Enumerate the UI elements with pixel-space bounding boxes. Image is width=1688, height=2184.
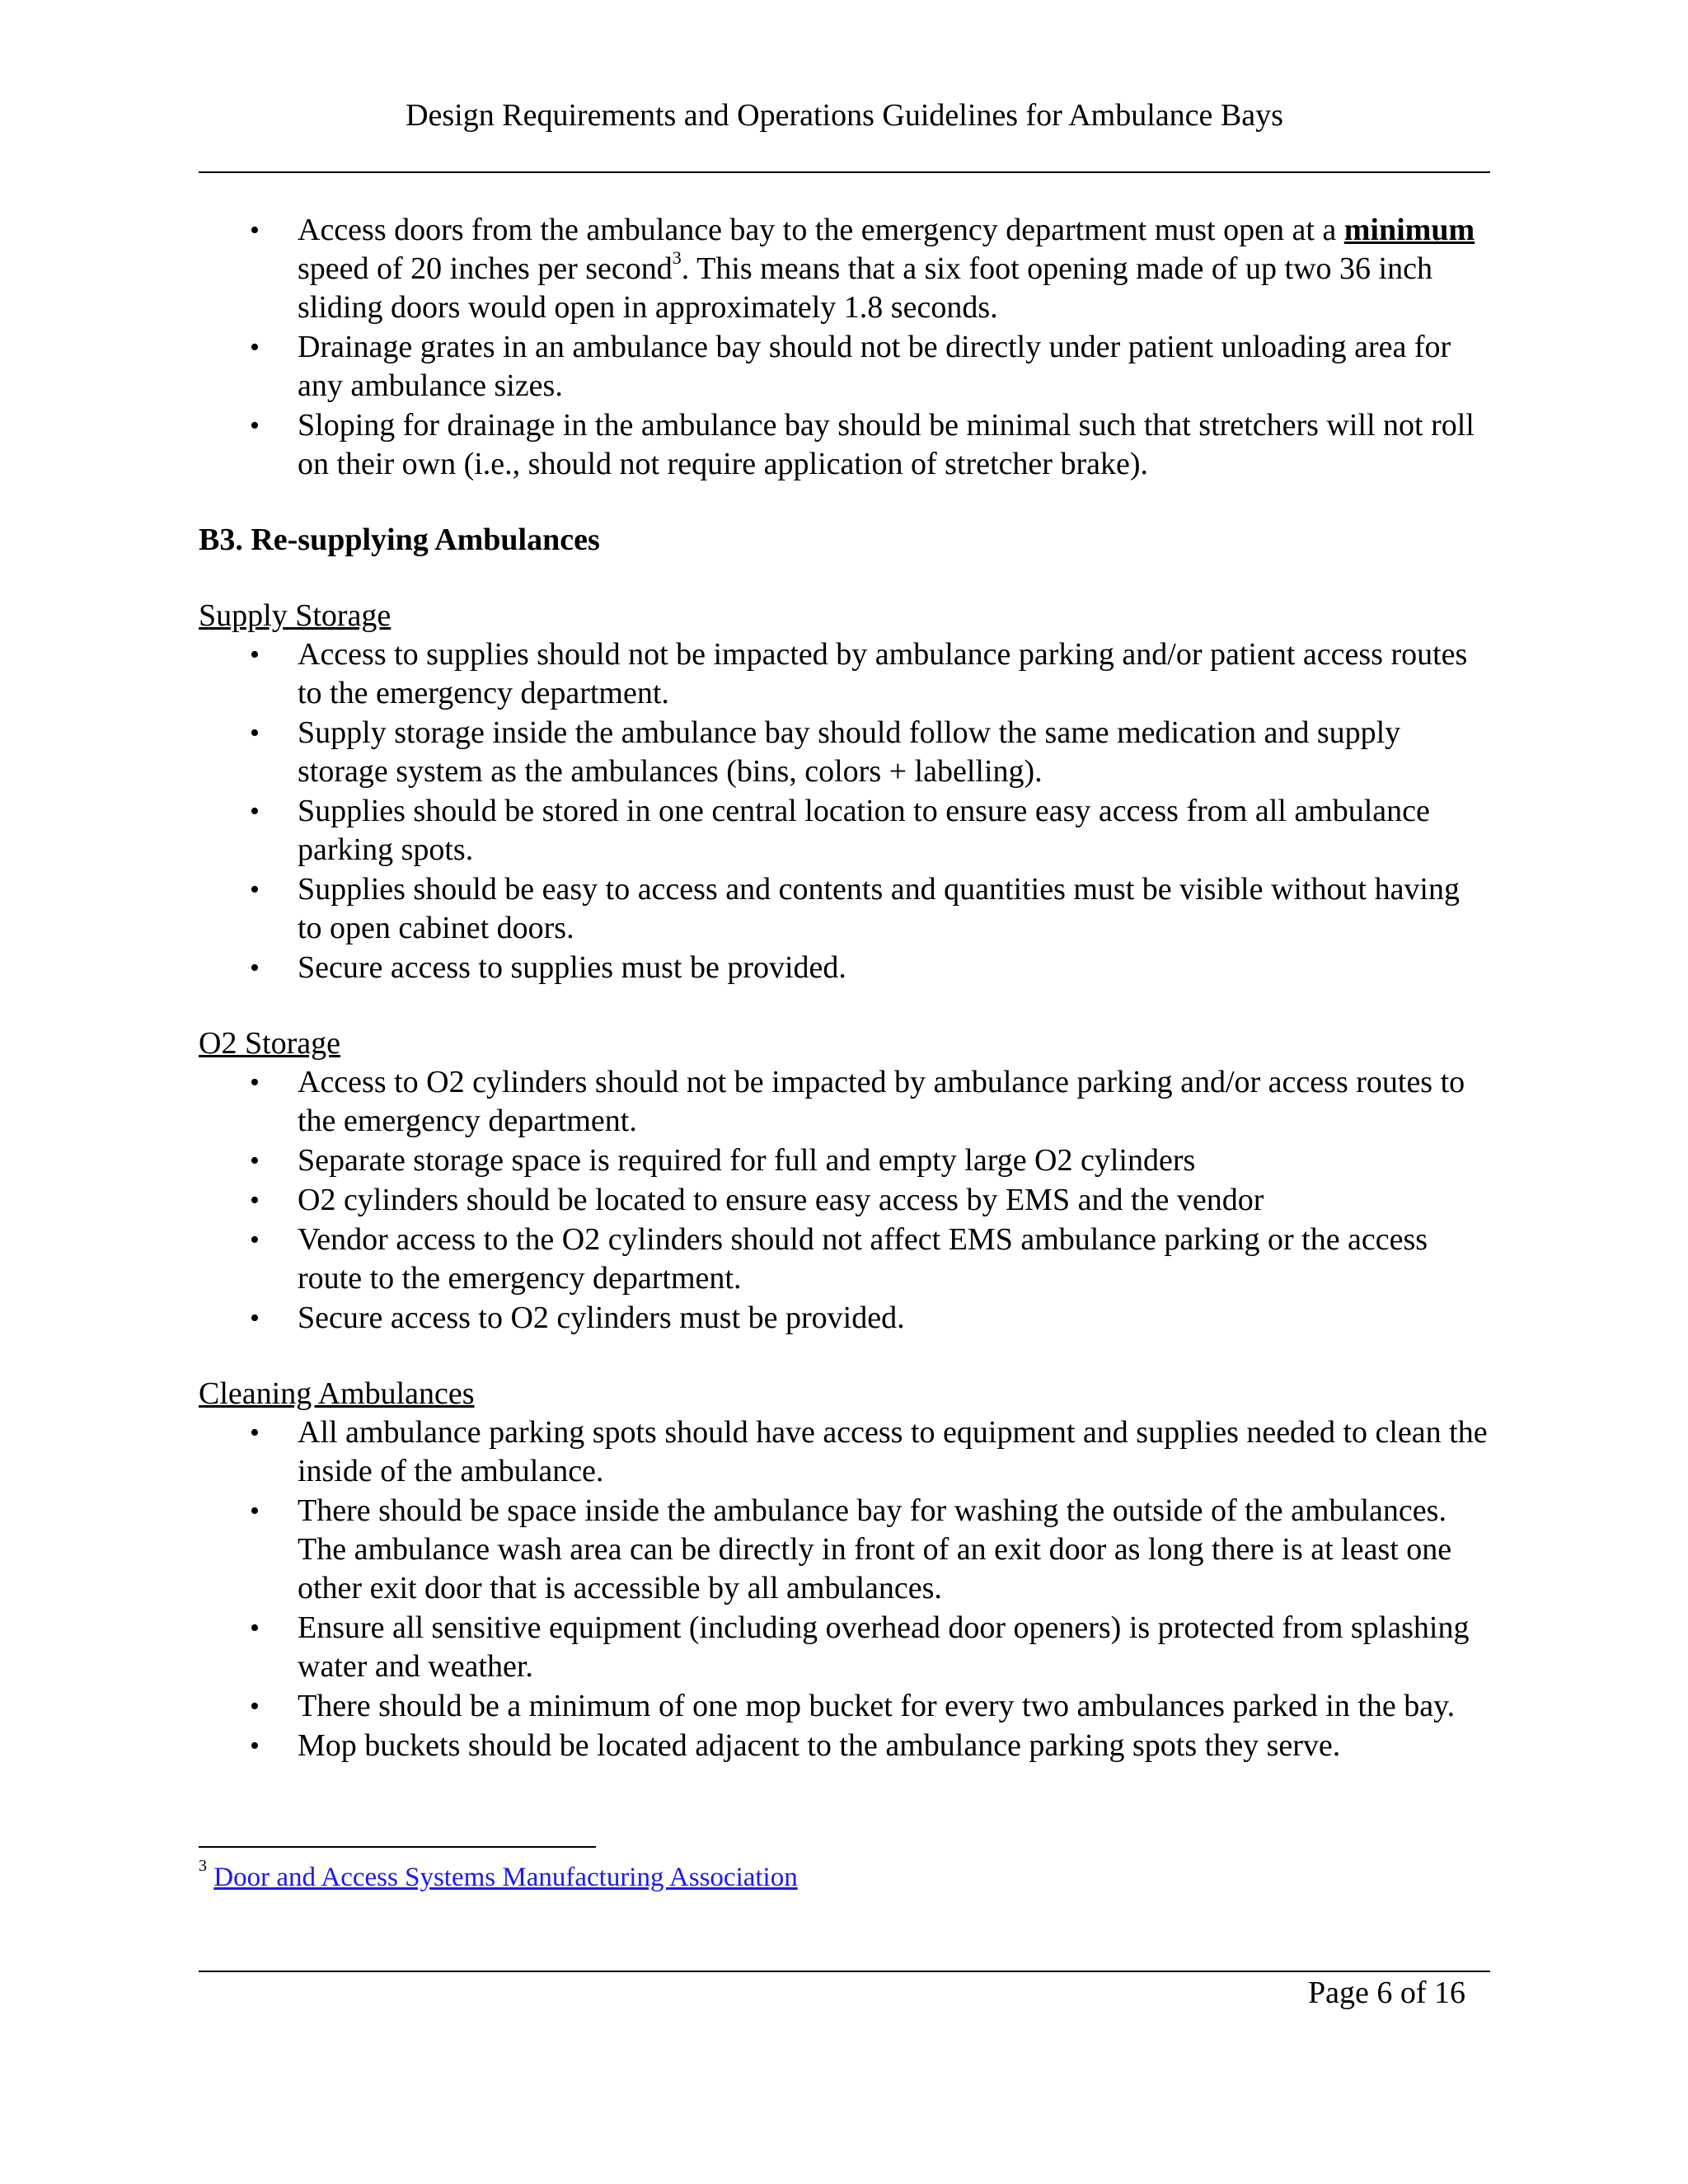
list-item [199,328,1490,405]
footer-divider [199,1971,1490,1972]
o2-storage-list [199,1063,1490,1338]
page-content [199,211,1490,1766]
item-text: Secure access to O2 cylinders must be provided. [298,1301,905,1335]
list-item [199,1063,1490,1141]
supply-storage-list [199,635,1490,987]
bullet-icon: • [250,1303,260,1333]
list-item [199,406,1490,484]
footnote-divider [199,1846,596,1848]
list-item [199,1609,1490,1686]
list-item [199,211,1490,327]
footnote-number: 3 [199,1857,207,1875]
item-text: Supply storage inside the ambulance bay should follow the same medication and supply storage system as the ambulances (bins, colors + labelling). [298,715,1401,789]
list-item [199,1492,1490,1608]
bullet-icon: • [250,796,260,827]
bullet-icon: • [250,1613,260,1643]
bullet-icon: • [250,1146,260,1176]
header-divider [199,171,1490,173]
item-text: Access to O2 cylinders should not be impacted by ambulance parking and/or access routes to the emergency department. [298,1065,1465,1138]
item-text: Separate storage space is required for full and empty large O2 cylinders [298,1143,1196,1178]
list-item [199,870,1490,948]
bullet-icon: • [250,215,260,246]
cleaning-list [199,1413,1490,1765]
item-text: Access to supplies should not be impacted by ambulance parking and/or patient access routes to the emergency department. [298,637,1468,710]
bullet-icon: • [250,1496,260,1526]
item-text: Ensure all sensitive equipment (including overhead door openers) is protected from splashing water and weather. [298,1610,1470,1684]
footnote-link[interactable]: Door and Access Systems Manufacturing Association [213,1863,798,1892]
bullet-icon: • [250,718,260,748]
bullet-icon: • [250,1067,260,1098]
document-page [199,0,1490,2184]
item-text-middle: speed of 20 inches per second [298,251,673,286]
item-text-start: Access doors from the ambulance bay to the emergency department must open at a [298,213,1344,247]
intro-bullet-list [199,211,1490,484]
bullet-icon: • [250,1225,260,1255]
bullet-icon: • [250,1418,260,1448]
list-item [199,1413,1490,1491]
emphasis-text: minimum [1343,213,1475,247]
list-item [199,792,1490,869]
footnote [199,1857,798,1894]
bullet-icon: • [250,1691,260,1722]
bullet-icon: • [250,410,260,441]
item-text: Mop buckets should be located adjacent to the ambulance parking spots they serve. [298,1728,1341,1763]
list-item [199,635,1490,713]
bullet-icon: • [250,332,260,363]
item-text: Vendor access to the O2 cylinders should not affect EMS ambulance parking or the access route to the emergency department. [298,1222,1428,1296]
page-header-title: Design Requirements and Operations Guidelines for Ambulance Bays [406,98,1283,133]
footnote-reference[interactable]: 3 [672,247,682,269]
list-item [199,1299,1490,1338]
bullet-icon: • [250,640,260,670]
subheading-supply-storage: Supply Storage [199,598,392,633]
subheading-cleaning-ambulances: Cleaning Ambulances [199,1376,475,1411]
item-text: Drainage grates in an ambulance bay should not be directly under patient unloading area for any ambulance sizes. [298,330,1451,403]
item-text-end: . This means that a six foot opening made of up two 36 inch sliding doors would open in approximately 1.8 seconds. [298,251,1432,325]
item-text: Supplies should be easy to access and contents and quantities must be visible without having to open cabinet doors. [298,872,1460,945]
page-number: Page 6 of 16 [1307,1975,1465,2010]
item-text: Secure access to supplies must be provided. [298,950,846,985]
item-text: There should be space inside the ambulance bay for washing the outside of the ambulances. The ambulance wash area can be directly in front of an exit door as long there is at least one other exit door that is accessible by all ambulances. [298,1493,1452,1605]
item-text: O2 cylinders should be located to ensure easy access by EMS and the vendor [298,1183,1264,1217]
list-item [199,949,1490,987]
list-item [199,1221,1490,1298]
item-text: Supplies should be stored in one central location to ensure easy access from all ambulance parking spots. [298,794,1430,867]
section-heading: B3. Re-supplying Ambulances [199,523,600,557]
item-text: All ambulance parking spots should have access to equipment and supplies needed to clean the inside of the ambulance. [298,1415,1488,1488]
item-text: Sloping for drainage in the ambulance bay should be minimal such that stretchers will not roll on their own (i.e., should not require application of stretcher brake). [298,408,1475,481]
list-item [199,1727,1490,1765]
subheading-o2-storage: O2 Storage [199,1026,341,1061]
list-item [199,1687,1490,1726]
bullet-icon: • [250,874,260,905]
list-item [199,1141,1490,1180]
list-item [199,1181,1490,1220]
bullet-icon: • [250,1731,260,1761]
bullet-icon: • [250,953,260,983]
bullet-icon: • [250,1185,260,1216]
list-item [199,714,1490,791]
item-text: There should be a minimum of one mop bucket for every two ambulances parked in the bay. [298,1689,1456,1723]
